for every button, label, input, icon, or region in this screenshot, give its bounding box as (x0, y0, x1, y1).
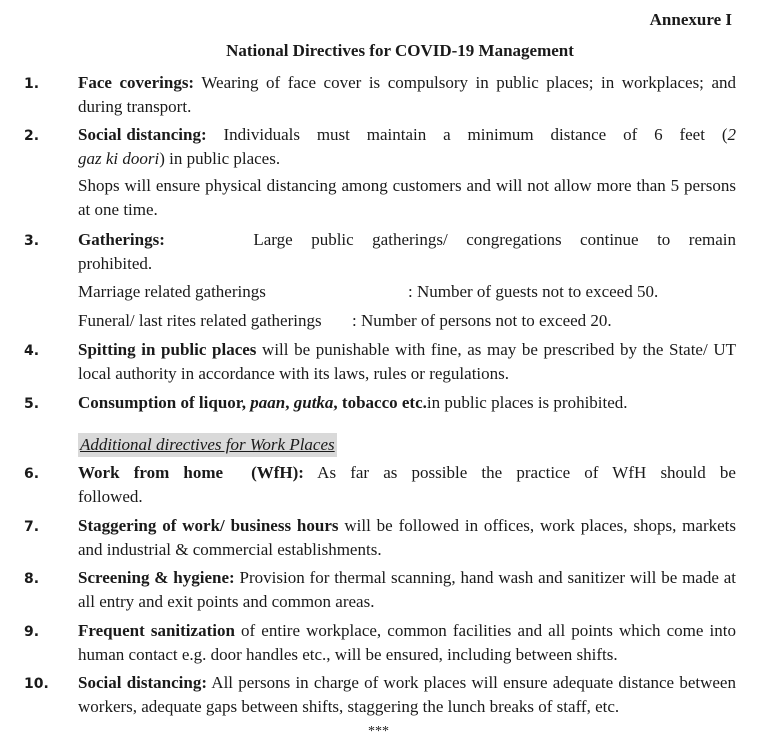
item-body: Wearing of face cover is compulsory in public places; in workplaces; and during transport. (78, 73, 736, 116)
item-body-end: ) in public places. (159, 149, 281, 168)
item-heading: Face coverings: (78, 73, 195, 92)
item-text (78, 391, 736, 415)
item-heading: Staggering of work/ business hours (78, 516, 339, 535)
item-body: As far as possible the practice of WfH should be followed. (78, 463, 736, 506)
item-number: 10. (24, 676, 49, 692)
item-bold-italic: paan (250, 393, 286, 412)
item-number: 2. (24, 128, 40, 144)
item-text (78, 123, 736, 171)
end-mark: *** (368, 724, 389, 739)
item-number: 6. (24, 466, 40, 482)
annexure-label: Annexure I (649, 10, 732, 29)
item-number: 4. (24, 343, 40, 359)
item-body: All persons in charge of work places will ensure adequate distance between workers, adequate gaps between shifts, staggering the lunch breaks of staff, etc. (78, 673, 736, 716)
item-text (78, 671, 736, 719)
item-heading: Spitting in public places (78, 340, 257, 359)
item-italic: 2 gaz ki doori (78, 125, 736, 168)
item-body: Provision for thermal scanning, hand wash and sanitizer will be made at all entry and exit points and common areas. (78, 568, 736, 611)
item-separator: , (285, 393, 290, 412)
item-number: 7. (24, 519, 40, 535)
item-heading: Work from home (78, 463, 224, 482)
item-heading-cont: , tobacco etc. (333, 393, 427, 412)
item-heading: Consumption of liquor, (78, 393, 247, 412)
item-extra: Shops will ensure physical distancing among customers and will not allow more than 5 persons at one time. (78, 176, 736, 219)
item-text (78, 338, 736, 386)
item-number: 8. (24, 571, 40, 587)
item-text (78, 228, 736, 276)
item-heading: Frequent sanitization (78, 621, 235, 640)
item-heading-abbr: (WfH): (251, 463, 304, 482)
item-text (78, 461, 736, 509)
item-body: of entire workplace, common facilities and all points which come into human contact e.g. door handles etc., will be ensured, including between shifts. (78, 621, 736, 664)
item-body: will be punishable with fine, as may be prescribed by the State/ UT local authority in accordance with its laws, rules or regulations. (78, 340, 736, 383)
item-number: 9. (24, 624, 40, 640)
item-text (78, 71, 736, 119)
item-body: Individuals must maintain a minimum distance of 6 feet ( (206, 125, 728, 144)
item-bold-italic: gutka (293, 393, 334, 412)
gathering-label: Marriage related gatherings (78, 282, 266, 301)
page-title: National Directives for COVID-19 Management (226, 41, 574, 60)
section-heading: Additional directives for Work Places (78, 433, 337, 457)
item-body: will be followed in offices, work places, shops, markets and industrial & commercial establishments. (78, 516, 736, 559)
item-number: 5. (24, 396, 40, 412)
item-body: in public places is prohibited. (426, 393, 628, 412)
item-text (78, 514, 736, 562)
item-heading: Gatherings: (78, 230, 165, 249)
gathering-limit: : Number of persons not to exceed 20. (352, 311, 612, 330)
item-text (78, 566, 736, 614)
item-body: Large public gatherings/ congregations continue to remain prohibited. (78, 230, 736, 273)
item-heading: Social distancing: (78, 125, 207, 144)
item-heading: Screening & hygiene: (78, 568, 235, 587)
item-heading: Social distancing: (78, 673, 207, 692)
item-number: 3. (24, 233, 40, 249)
gathering-limit: : Number of guests not to exceed 50. (408, 282, 659, 301)
item-number: 1. (24, 76, 40, 92)
item-text (78, 619, 736, 667)
gathering-label: Funeral/ last rites related gatherings (78, 311, 322, 330)
